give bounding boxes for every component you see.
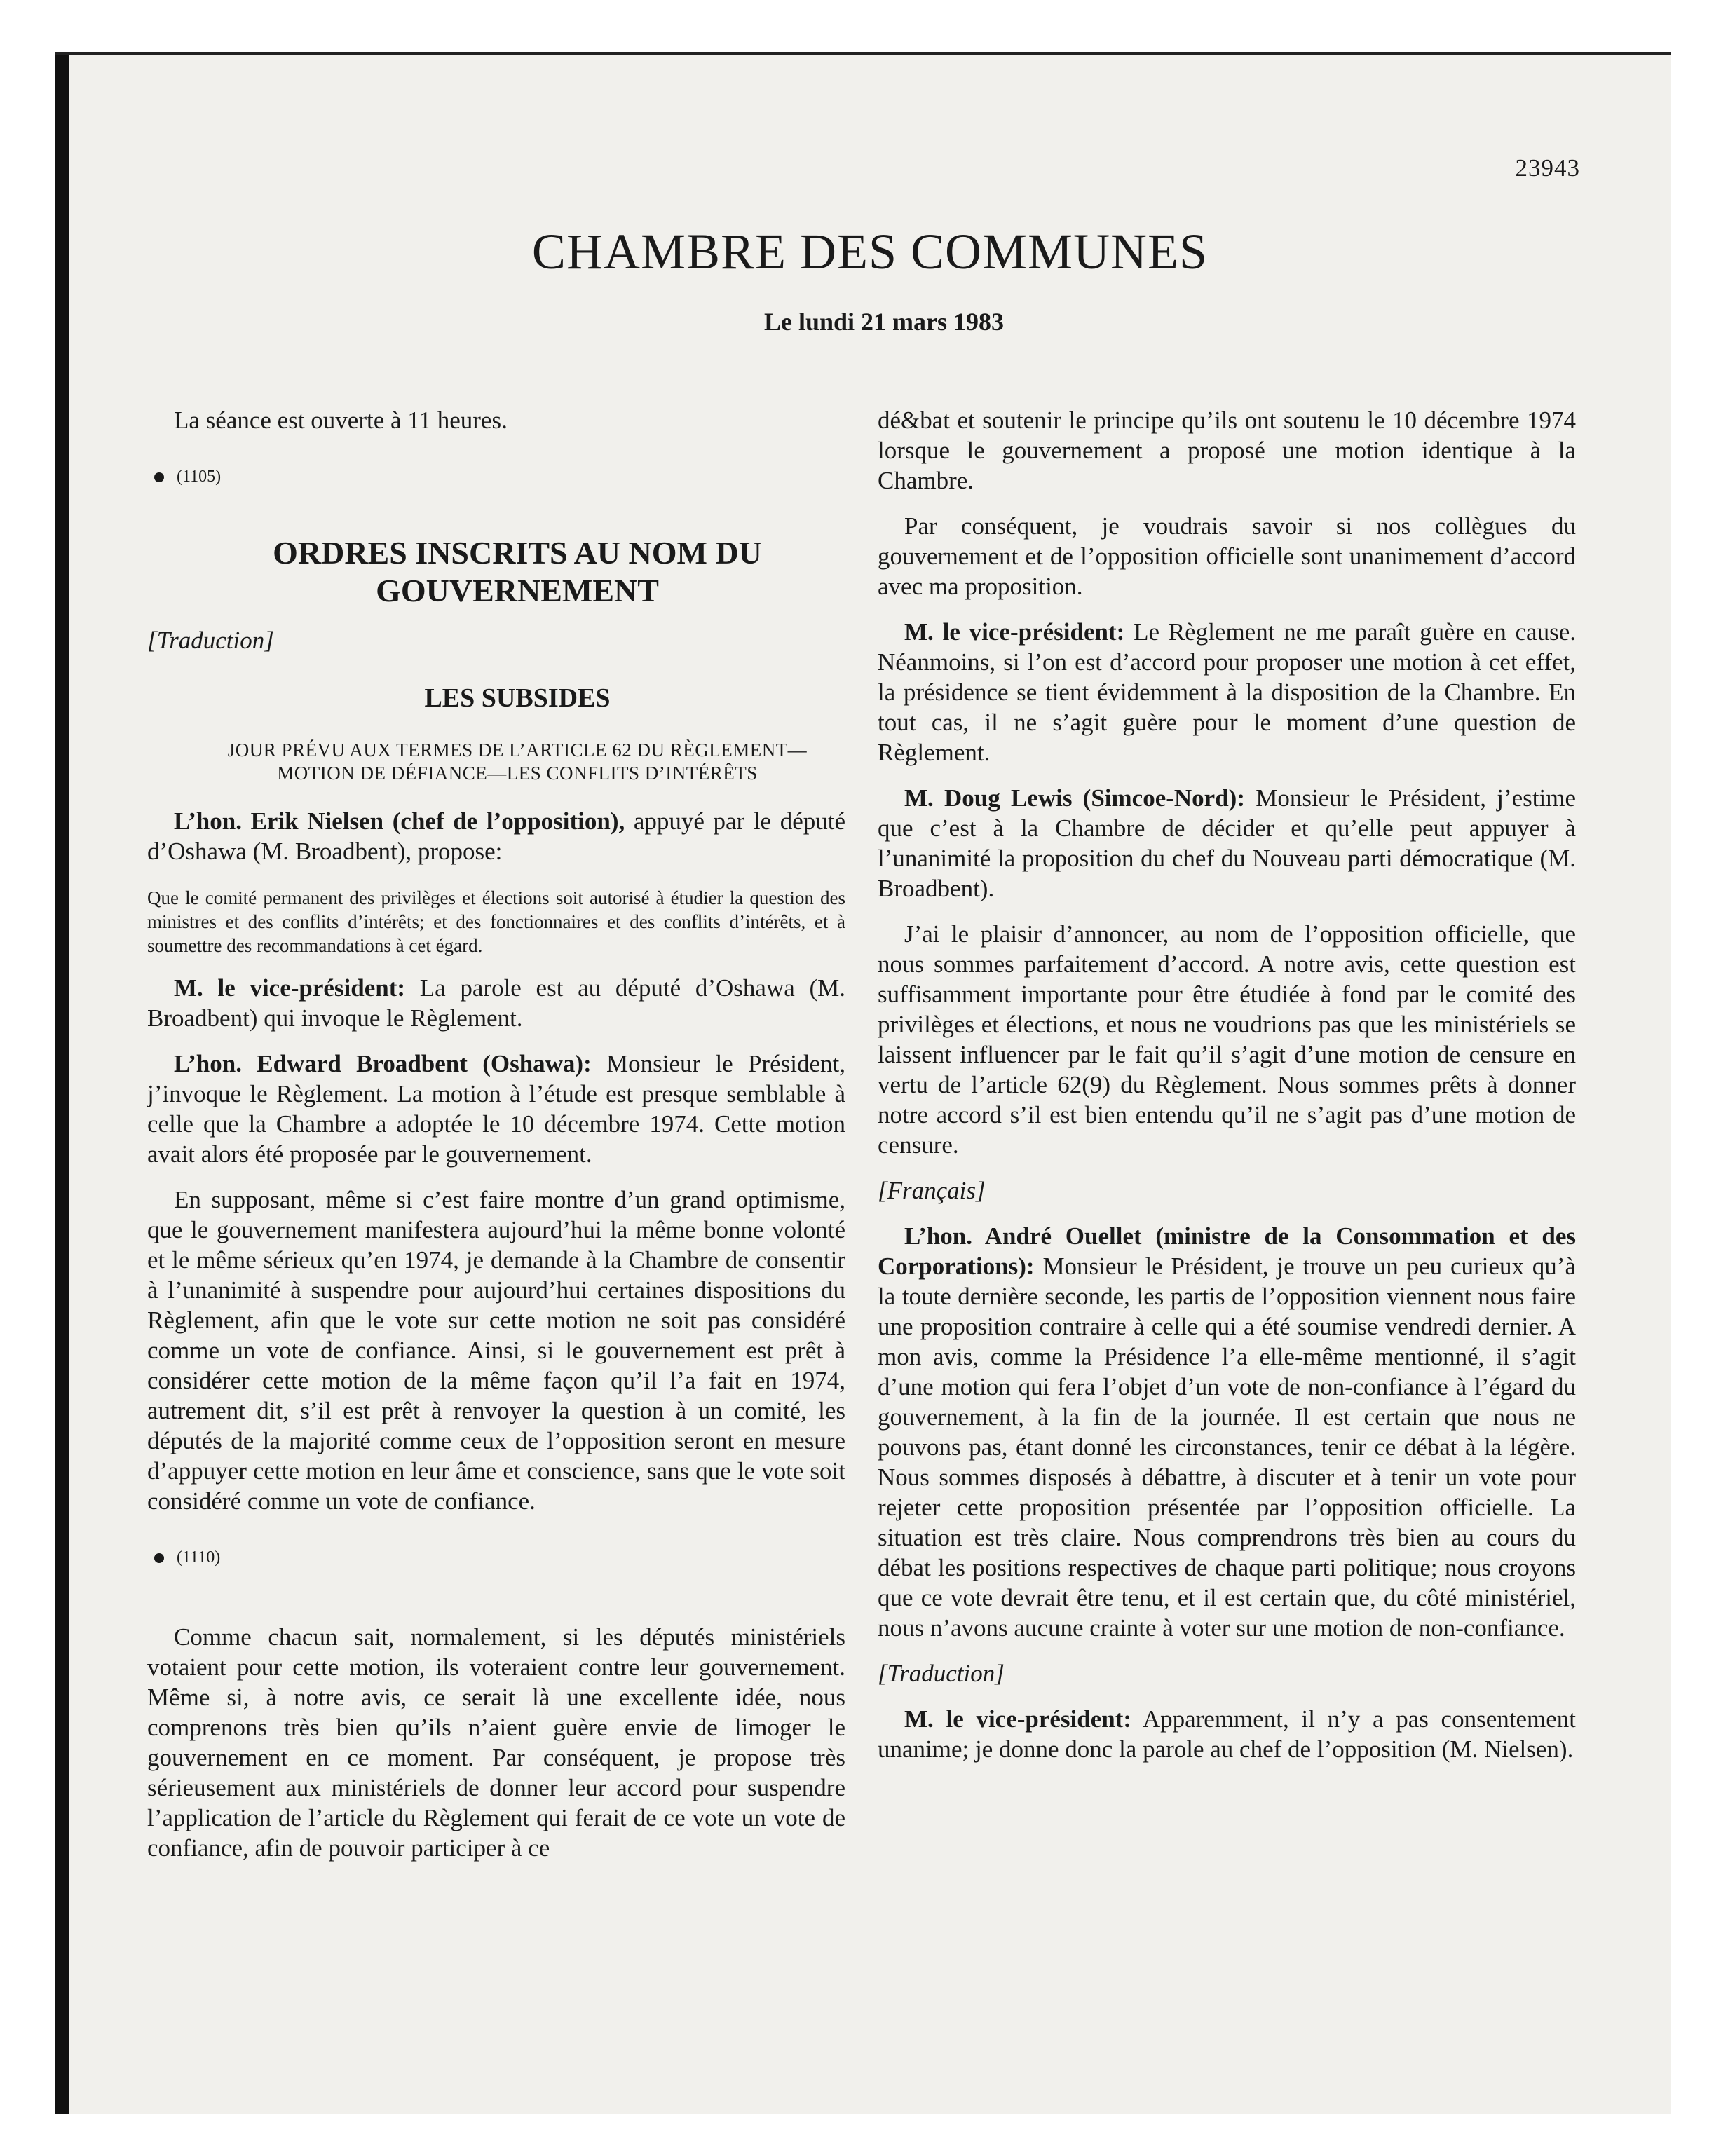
paragraph bbox=[878, 1704, 1576, 1764]
paragraph bbox=[878, 783, 1576, 903]
bullet-icon bbox=[154, 472, 164, 482]
speaker-name: L’hon. André Ouellet (ministre de la Consommation et des Corporations): bbox=[878, 1222, 1576, 1280]
paragraph bbox=[147, 806, 845, 866]
speech-text: Apparemment, il n’y a pas consentement unanime; je donne donc la parole au chef de l’opposition (M. Nielsen). bbox=[878, 1705, 1576, 1763]
speaker-name: L’hon. Edward Broadbent (Oshawa): bbox=[174, 1050, 592, 1077]
paragraph: J’ai le plaisir d’annoncer, au nom de l’opposition officielle, que nous sommes parfaitement d’accord. A notre avis, cette question est suffisamment importante pour être étudiée à fond par le comité des privilèges et élections, et nous ne voudrions pas que les ministériels se laissent influencer par le fait qu’il s’agit d’une motion de censure en vertu de l’article 62(9) du Règlement. Nous sommes prêts à donner notre accord s’il est bien entendu qu’il ne s’agit pas d’une motion de censure. bbox=[878, 920, 1576, 1159]
paragraph bbox=[878, 1221, 1576, 1643]
page-number: 23943 bbox=[1515, 154, 1580, 182]
paragraph bbox=[878, 617, 1576, 767]
section-heading: ORDRES INSCRITS AU NOM DU GOUVERNEMENT bbox=[273, 535, 762, 608]
language-marker: [Traduction] bbox=[878, 1660, 1005, 1687]
opening-line: La séance est ouverte à 11 heures. bbox=[174, 407, 508, 434]
speaker-name: M. le vice-président: bbox=[904, 1705, 1132, 1733]
page-title: CHAMBRE DES COMMUNES bbox=[531, 224, 1209, 280]
speech-text: Le Règlement ne me paraît guère en cause. Néanmoins, si l’on est d’accord pour proposer une motion à cet effet, la présidence se tient évidemment à la disposition de la Chambre. En tout cas, il ne s’agit guère pour le moment d’une question de Règlement. bbox=[878, 618, 1576, 766]
scan-border-left bbox=[55, 52, 69, 2114]
timestamp-text: (1105) bbox=[177, 468, 222, 486]
paragraph bbox=[147, 973, 845, 1033]
paragraph: dé&bat et soutenir le principe qu’ils ont soutenu le 10 décembre 1974 lorsque le gouvernement a proposé une motion identique à la Chambre. bbox=[878, 407, 1576, 494]
document-page bbox=[69, 55, 1671, 2114]
speech-text: Monsieur le Président, j’estime que c’est à la Chambre de décider et qu’elle peut appuyer à l’unanimité la proposition du chef du Nouveau parti démocratique (M. Broadbent). bbox=[878, 784, 1576, 902]
speech-text: appuyé par le député d’Oshawa (M. Broadbent), propose: bbox=[147, 807, 845, 865]
speech-text: Monsieur le Président, je trouve un peu curieux qu’à la toute dernière seconde, les partis de l’opposition viennent nous faire une proposition contraire à celle qui a été soumise vendredi dernier. A mon avis, comme la Présidence l’a elle-même mentionné, il s’agit d’une motion qui fera l’objet d’un vote de non-confiance à l’égard du gouvernement, à la fin de la journée. Il est certain que nous ne pouvons pas, étant donné les circonstances, tenir ce débat à la légère. Nous sommes disposés à débattre, à discuter et à tenir un vote pour rejeter cette proposition présentée par l’opposition officielle. La situation est très claire. Nous comprendrons très bien au cours du débat les positions respectives de chaque parti politique; nous croyons que ce vote devrait être tenu, et il est certain que, du côté ministériel, nous n’avons aucune crainte à voter sur une motion de non-confiance. bbox=[878, 1253, 1576, 1642]
speaker-name: M. le vice-président: bbox=[904, 618, 1125, 646]
speaker-name: M. Doug Lewis (Simcoe-Nord): bbox=[904, 784, 1245, 812]
timestamp-marker bbox=[147, 462, 845, 492]
sitting-date: Le lundi 21 mars 1983 bbox=[763, 308, 1005, 336]
speaker-name: M. le vice-président: bbox=[174, 974, 406, 1002]
motion-text: Que le comité permanent des privilèges et élections soit autorisé à étudier la question des ministres et des conflits d’intérêts; et des fonctionnaires et des conflits d’intérêts, et à soumettre des recommandations à cet égard. bbox=[147, 887, 845, 956]
timestamp-text: (1110) bbox=[177, 1548, 221, 1567]
scan-margin bbox=[0, 0, 55, 2156]
paragraph: Comme chacun sait, normalement, si les députés ministériels votaient pour cette motion, ils voteraient contre leur gouvernement. Même si, à notre avis, ce serait là une excellente idée, nous comprenons très bien qu’ils n’aient guère envie de limoger le gouvernement en ce moment. Par conséquent, je propose très sérieusement aux ministériels de donner leur accord pour suspendre l’application de l’article du Règlement qui ferait de ce vote un vote de confiance, afin de pouvoir participer à ce bbox=[147, 1623, 845, 1862]
right-column bbox=[878, 405, 1576, 1764]
speech-text: Monsieur le Président, j’invoque le Règlement. La motion à l’étude est presque semblable à celle que la Chambre a adoptée le 10 décembre 1974. Cette motion avait alors été proposée par le gouvernement. bbox=[147, 1050, 845, 1168]
subsection-heading: LES SUBSIDES bbox=[424, 683, 611, 713]
timestamp-marker bbox=[147, 1543, 845, 1573]
paragraph: Par conséquent, je voudrais savoir si nos collègues du gouvernement et de l’opposition officielle sont unanimement d’accord avec ma proposition. bbox=[878, 512, 1576, 600]
bullet-icon bbox=[154, 1553, 164, 1563]
language-marker: [Traduction] bbox=[147, 627, 274, 654]
speaker-name: L’hon. Erik Nielsen (chef de l’opposition), bbox=[174, 807, 625, 835]
speech-text: La parole est au député d’Oshawa (M. Broadbent) qui invoque le Règlement. bbox=[147, 974, 845, 1032]
paragraph bbox=[147, 1049, 845, 1169]
order-heading: JOUR PRÉVU AUX TERMES DE L’ARTICLE 62 DU RÈGLEMENT—MOTION DE DÉFIANCE—LES CONFLITS D’INTÉRÊTS bbox=[227, 739, 808, 784]
paragraph: En supposant, même si c’est faire montre d’un grand optimisme, que le gouvernement manifestera aujourd’hui la même bonne volonté et le même sérieux qu’en 1974, je demande à la Chambre de consentir à l’unanimité à suspendre pour aujourd’hui certaines dispositions du Règlement, afin que le vote sur cette motion ne soit pas considéré comme un vote de confiance. Ainsi, si le gouvernement est prêt à considérer cette motion de la même façon qu’il l’a fait en 1974, autrement dit, s’il est prêt à renvoyer la question à un comité, les députés de la majorité comme ceux de l’opposition seront en mesure d’appuyer cette motion en leur âme et conscience, sans que le vote soit considéré comme un vote de confiance. bbox=[147, 1186, 845, 1515]
language-marker: [Français] bbox=[878, 1177, 986, 1204]
left-column bbox=[147, 405, 845, 1863]
